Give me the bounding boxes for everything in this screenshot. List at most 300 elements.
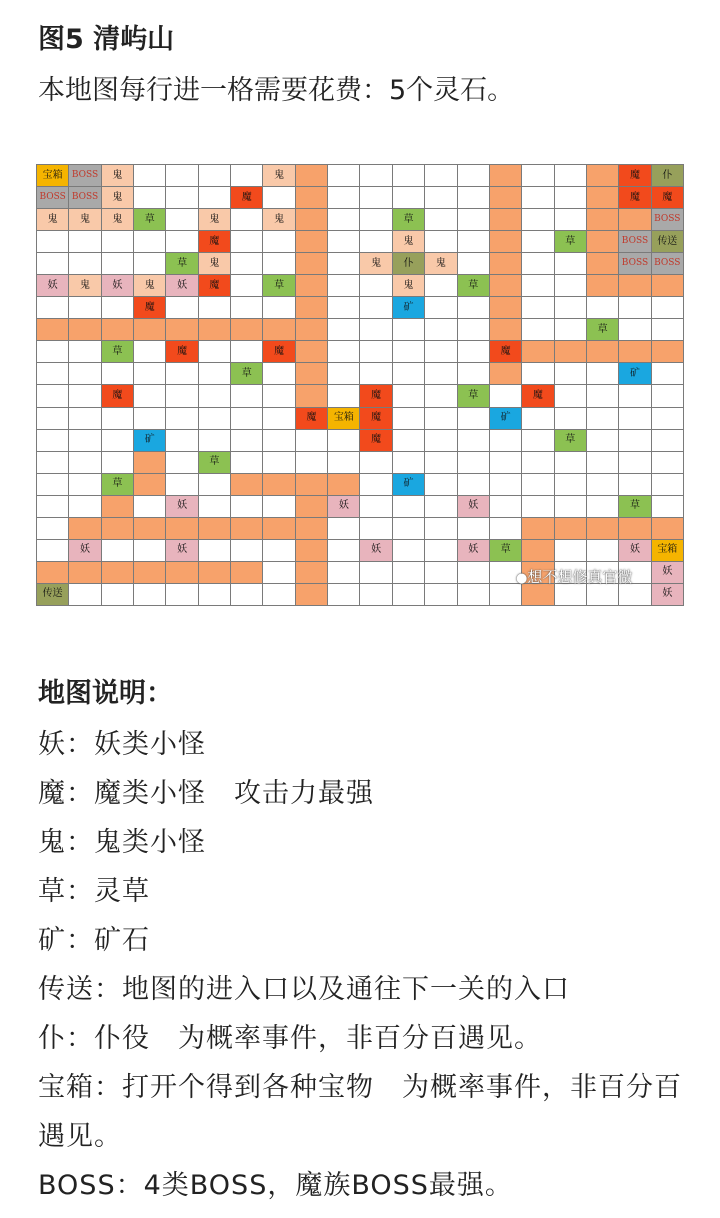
map-cell — [555, 496, 587, 518]
map-cell — [199, 408, 231, 430]
map-cell — [393, 584, 425, 606]
map-cell — [69, 363, 101, 385]
map-cell — [166, 518, 198, 540]
map-cell — [619, 385, 651, 407]
map-cell — [458, 319, 490, 341]
map-cell — [425, 341, 457, 363]
map-cell — [199, 540, 231, 562]
map-cell — [425, 430, 457, 452]
map-cell — [69, 231, 101, 253]
map-cell — [360, 562, 392, 584]
map-cell — [425, 165, 457, 187]
map-cell: 草 — [231, 363, 263, 385]
map-cell — [231, 474, 263, 496]
map-cell — [166, 363, 198, 385]
map-cell — [425, 385, 457, 407]
map-cell — [166, 297, 198, 319]
map-cell — [231, 231, 263, 253]
map-cell — [522, 363, 554, 385]
map-cell — [328, 187, 360, 209]
map-cell — [555, 474, 587, 496]
map-cell — [490, 165, 522, 187]
map-cell: 妖 — [328, 496, 360, 518]
map-cell — [328, 209, 360, 231]
map-cell: 鬼 — [199, 209, 231, 231]
map-cell: 妖 — [166, 275, 198, 297]
map-cell — [393, 408, 425, 430]
map-cell — [425, 584, 457, 606]
map-cell — [458, 430, 490, 452]
legend-item: 仆：仆役 为概率事件，非百分百遇见。 — [38, 1023, 542, 1054]
map-cell — [134, 187, 166, 209]
map-cell — [199, 187, 231, 209]
map-cell — [393, 187, 425, 209]
map-cell — [166, 584, 198, 606]
map-cell — [458, 408, 490, 430]
map-cell — [393, 385, 425, 407]
map-cell: 妖 — [69, 540, 101, 562]
map-cell — [199, 165, 231, 187]
map-cell — [199, 430, 231, 452]
map-cell — [555, 540, 587, 562]
map-cell — [296, 363, 328, 385]
map-cell — [102, 253, 134, 275]
map-cell — [555, 584, 587, 606]
map-cell: 草 — [490, 540, 522, 562]
legend-item: 矿：矿石 — [38, 925, 150, 956]
map-cell — [360, 363, 392, 385]
map-cell: 仆 — [393, 253, 425, 275]
map-cell — [69, 408, 101, 430]
map-cell: 鬼 — [102, 209, 134, 231]
map-cell — [199, 297, 231, 319]
map-cell — [134, 385, 166, 407]
map-cell — [619, 474, 651, 496]
map-cell: 妖 — [619, 540, 651, 562]
map-cell — [231, 518, 263, 540]
map-cell — [328, 474, 360, 496]
map-cell: 魔 — [166, 341, 198, 363]
map-cell: 草 — [166, 253, 198, 275]
map-cell — [134, 341, 166, 363]
map-cell — [587, 385, 619, 407]
map-cell — [425, 363, 457, 385]
map-cell — [296, 275, 328, 297]
map-cell — [199, 562, 231, 584]
map-cell — [69, 430, 101, 452]
map-cell — [555, 165, 587, 187]
map-cell — [263, 408, 295, 430]
map-cell: 魔 — [619, 187, 651, 209]
map-cell: 矿 — [393, 297, 425, 319]
map-cell: 鬼 — [69, 275, 101, 297]
map-cell — [490, 430, 522, 452]
map-cell — [393, 165, 425, 187]
legend-item: 草：灵草 — [38, 876, 150, 907]
map-cell: 矿 — [490, 408, 522, 430]
map-cell — [393, 562, 425, 584]
map-cell — [37, 562, 69, 584]
map-cell — [231, 408, 263, 430]
map-cell — [555, 341, 587, 363]
map-cell — [393, 540, 425, 562]
map-cell — [360, 518, 392, 540]
map-cell — [296, 496, 328, 518]
map-cell — [587, 275, 619, 297]
map-cell: 草 — [458, 275, 490, 297]
map-cell — [296, 297, 328, 319]
map-cell: 鬼 — [360, 253, 392, 275]
map-cell — [522, 408, 554, 430]
map-cell: 妖 — [652, 562, 684, 584]
map-cell: 鬼 — [102, 187, 134, 209]
map-cell — [425, 540, 457, 562]
map-cell — [490, 496, 522, 518]
map-cell — [458, 297, 490, 319]
map-cell — [393, 363, 425, 385]
map-cell — [360, 584, 392, 606]
map-cell — [166, 319, 198, 341]
map-cell: 草 — [102, 474, 134, 496]
map-cell — [458, 562, 490, 584]
map-cell — [328, 430, 360, 452]
map-cell — [328, 253, 360, 275]
map-cell — [166, 430, 198, 452]
map-cell — [360, 231, 392, 253]
map-cell — [134, 363, 166, 385]
map-cell — [490, 297, 522, 319]
map-cell — [328, 540, 360, 562]
map-cell — [522, 165, 554, 187]
map-cell — [37, 518, 69, 540]
map-cell — [652, 452, 684, 474]
map-cell — [458, 341, 490, 363]
map-cell — [328, 275, 360, 297]
map-cell — [102, 319, 134, 341]
map-cell: 传送 — [652, 231, 684, 253]
map-cell — [360, 275, 392, 297]
map-cell: BOSS — [652, 209, 684, 231]
map-cell — [555, 275, 587, 297]
map-cell — [652, 518, 684, 540]
map-cell: 宝箱 — [652, 540, 684, 562]
map-cell — [360, 209, 392, 231]
map-cell — [587, 165, 619, 187]
map-cell — [522, 430, 554, 452]
map-cell — [652, 496, 684, 518]
map-cell — [328, 452, 360, 474]
map-cell — [587, 341, 619, 363]
legend-item: 宝箱：打开个得到各种宝物 为概率事件，非百分百遇见。 — [38, 1072, 682, 1152]
map-cell — [231, 385, 263, 407]
map-cell — [102, 231, 134, 253]
map-cell — [296, 584, 328, 606]
map-cell — [587, 452, 619, 474]
map-cell: 妖 — [37, 275, 69, 297]
map-cell: 妖 — [166, 496, 198, 518]
map-cell — [296, 540, 328, 562]
map-cell — [37, 363, 69, 385]
map-cell: BOSS — [37, 187, 69, 209]
map-cell: 魔 — [102, 385, 134, 407]
map-cell — [555, 518, 587, 540]
map-cell — [199, 363, 231, 385]
map-cell — [652, 275, 684, 297]
map-cell — [652, 408, 684, 430]
map-cell — [296, 430, 328, 452]
map-cell: 鬼 — [37, 209, 69, 231]
map-cell — [231, 452, 263, 474]
map-cell: 草 — [619, 496, 651, 518]
map-cell — [555, 363, 587, 385]
map-cell — [263, 562, 295, 584]
map-cell — [458, 231, 490, 253]
map-cell — [619, 518, 651, 540]
map-cell: 草 — [555, 231, 587, 253]
watermark-text: 想不想修真官微 — [527, 568, 633, 586]
map-cell: 草 — [458, 385, 490, 407]
map-cell — [555, 452, 587, 474]
map-cell — [296, 474, 328, 496]
map-cell: 妖 — [166, 540, 198, 562]
map-cell — [587, 584, 619, 606]
map-cell — [425, 319, 457, 341]
map-cell — [652, 363, 684, 385]
map-cell — [393, 452, 425, 474]
map-cell — [102, 452, 134, 474]
map-cell — [166, 231, 198, 253]
map-cell — [522, 187, 554, 209]
map-cell — [587, 518, 619, 540]
map-cell — [296, 518, 328, 540]
map-cell — [619, 408, 651, 430]
map-cell — [328, 297, 360, 319]
map-cell — [328, 584, 360, 606]
map-cell — [296, 341, 328, 363]
map-cell — [360, 187, 392, 209]
map-cell — [37, 474, 69, 496]
map-cell — [134, 540, 166, 562]
map-cell — [166, 474, 198, 496]
map-cell — [37, 341, 69, 363]
map-cell: BOSS — [652, 253, 684, 275]
map-cell — [360, 341, 392, 363]
map-cell — [37, 253, 69, 275]
map-cell — [69, 496, 101, 518]
map-cell — [652, 319, 684, 341]
map-cell — [166, 209, 198, 231]
map-cell — [587, 209, 619, 231]
map-cell — [102, 540, 134, 562]
map-cell — [37, 408, 69, 430]
map-cell: 鬼 — [263, 165, 295, 187]
map-cell — [263, 496, 295, 518]
map-cell — [360, 452, 392, 474]
map-cell: 妖 — [102, 275, 134, 297]
map-cell: 魔 — [619, 165, 651, 187]
map-cell — [231, 430, 263, 452]
map-cell — [134, 253, 166, 275]
map-cell: 魔 — [231, 187, 263, 209]
map-cell — [263, 297, 295, 319]
map-cell — [328, 518, 360, 540]
map-cell: 鬼 — [134, 275, 166, 297]
watermark — [516, 566, 632, 587]
map-cell: 魔 — [263, 341, 295, 363]
map-cell — [587, 231, 619, 253]
map-cell — [69, 297, 101, 319]
map-cell: BOSS — [619, 253, 651, 275]
map-cell — [166, 187, 198, 209]
map-cell: 魔 — [296, 408, 328, 430]
map-cell — [231, 319, 263, 341]
map-cell: 魔 — [199, 231, 231, 253]
map-cell — [328, 319, 360, 341]
map-cell — [555, 209, 587, 231]
map-cell — [296, 187, 328, 209]
map-cell — [231, 562, 263, 584]
map-cell: BOSS — [69, 165, 101, 187]
map-cell: 宝箱 — [328, 408, 360, 430]
map-cell: 魔 — [652, 187, 684, 209]
map-cell — [360, 165, 392, 187]
map-cell — [393, 496, 425, 518]
map-cell — [199, 385, 231, 407]
map-cell — [263, 540, 295, 562]
map-cell: 草 — [102, 341, 134, 363]
wechat-icon: ● — [516, 571, 528, 586]
map-cell — [522, 496, 554, 518]
map-cell — [458, 452, 490, 474]
map-cell — [263, 319, 295, 341]
map-cell — [296, 452, 328, 474]
map-cell — [328, 385, 360, 407]
map-cell — [102, 408, 134, 430]
map-cell — [134, 165, 166, 187]
map-cell — [425, 496, 457, 518]
map-cell — [37, 319, 69, 341]
map-cell: 鬼 — [263, 209, 295, 231]
map-cell — [490, 253, 522, 275]
map-cell — [37, 385, 69, 407]
map-cell — [522, 474, 554, 496]
map-cell — [490, 452, 522, 474]
map-cell — [328, 363, 360, 385]
map-cell — [263, 474, 295, 496]
map-cell — [263, 518, 295, 540]
map-cell — [263, 187, 295, 209]
map-cell — [199, 474, 231, 496]
map-cell — [296, 385, 328, 407]
map-cell — [652, 430, 684, 452]
map-cell: 魔 — [360, 430, 392, 452]
map-cell — [69, 562, 101, 584]
map-cell — [425, 518, 457, 540]
map-cell — [587, 253, 619, 275]
map-cell — [231, 540, 263, 562]
map-cell — [296, 165, 328, 187]
map-cell — [37, 430, 69, 452]
map-cell — [69, 518, 101, 540]
map-cell — [587, 297, 619, 319]
map-cell — [37, 496, 69, 518]
map-cell: 传送 — [37, 584, 69, 606]
map-cell — [393, 319, 425, 341]
map-cell — [231, 297, 263, 319]
map-cell — [619, 297, 651, 319]
map-cell — [490, 385, 522, 407]
map-cell: 魔 — [360, 385, 392, 407]
map-cell: 魔 — [360, 408, 392, 430]
map-cell — [199, 341, 231, 363]
map-cell — [587, 408, 619, 430]
map-cell: 矿 — [393, 474, 425, 496]
map-cell — [587, 430, 619, 452]
map-cell — [231, 584, 263, 606]
map-cell — [652, 297, 684, 319]
map-cell: 草 — [263, 275, 295, 297]
map-cell: 矿 — [619, 363, 651, 385]
map-cell: 草 — [199, 452, 231, 474]
map-cell — [522, 341, 554, 363]
map-cell: 草 — [134, 209, 166, 231]
map-cell — [619, 341, 651, 363]
map-cell — [199, 496, 231, 518]
map-cell — [587, 474, 619, 496]
map-cell — [102, 518, 134, 540]
map-cell — [458, 474, 490, 496]
map-cell — [102, 562, 134, 584]
map-cell — [587, 187, 619, 209]
map-cell — [555, 385, 587, 407]
map-cell — [296, 209, 328, 231]
map-cell — [425, 275, 457, 297]
map-cell — [102, 584, 134, 606]
cost-description: 本地图每行进一格需要花费：5个灵石。 — [38, 75, 515, 106]
map-cell — [134, 452, 166, 474]
map-cell — [102, 297, 134, 319]
map-cell: 妖 — [458, 496, 490, 518]
map-grid — [36, 164, 684, 606]
map-cell — [490, 187, 522, 209]
map-cell — [134, 319, 166, 341]
map-cell — [458, 584, 490, 606]
map-cell — [231, 253, 263, 275]
map-cell — [360, 297, 392, 319]
map-cell — [458, 518, 490, 540]
map-cell — [619, 275, 651, 297]
map-cell — [425, 474, 457, 496]
map-cell — [425, 297, 457, 319]
map-cell — [490, 209, 522, 231]
map-cell: 草 — [587, 319, 619, 341]
map-cell — [458, 165, 490, 187]
map-cell: 矿 — [134, 430, 166, 452]
map-cell — [393, 518, 425, 540]
map-cell — [263, 452, 295, 474]
legend-title: 地图说明： — [38, 678, 173, 709]
map-cell — [522, 540, 554, 562]
map-cell — [652, 385, 684, 407]
map-cell: 鬼 — [393, 231, 425, 253]
map-cell — [652, 341, 684, 363]
legend-list — [38, 720, 698, 1210]
map-cell — [263, 584, 295, 606]
map-cell: 魔 — [490, 341, 522, 363]
map-cell — [296, 319, 328, 341]
map-cell — [490, 275, 522, 297]
map-cell — [522, 584, 554, 606]
